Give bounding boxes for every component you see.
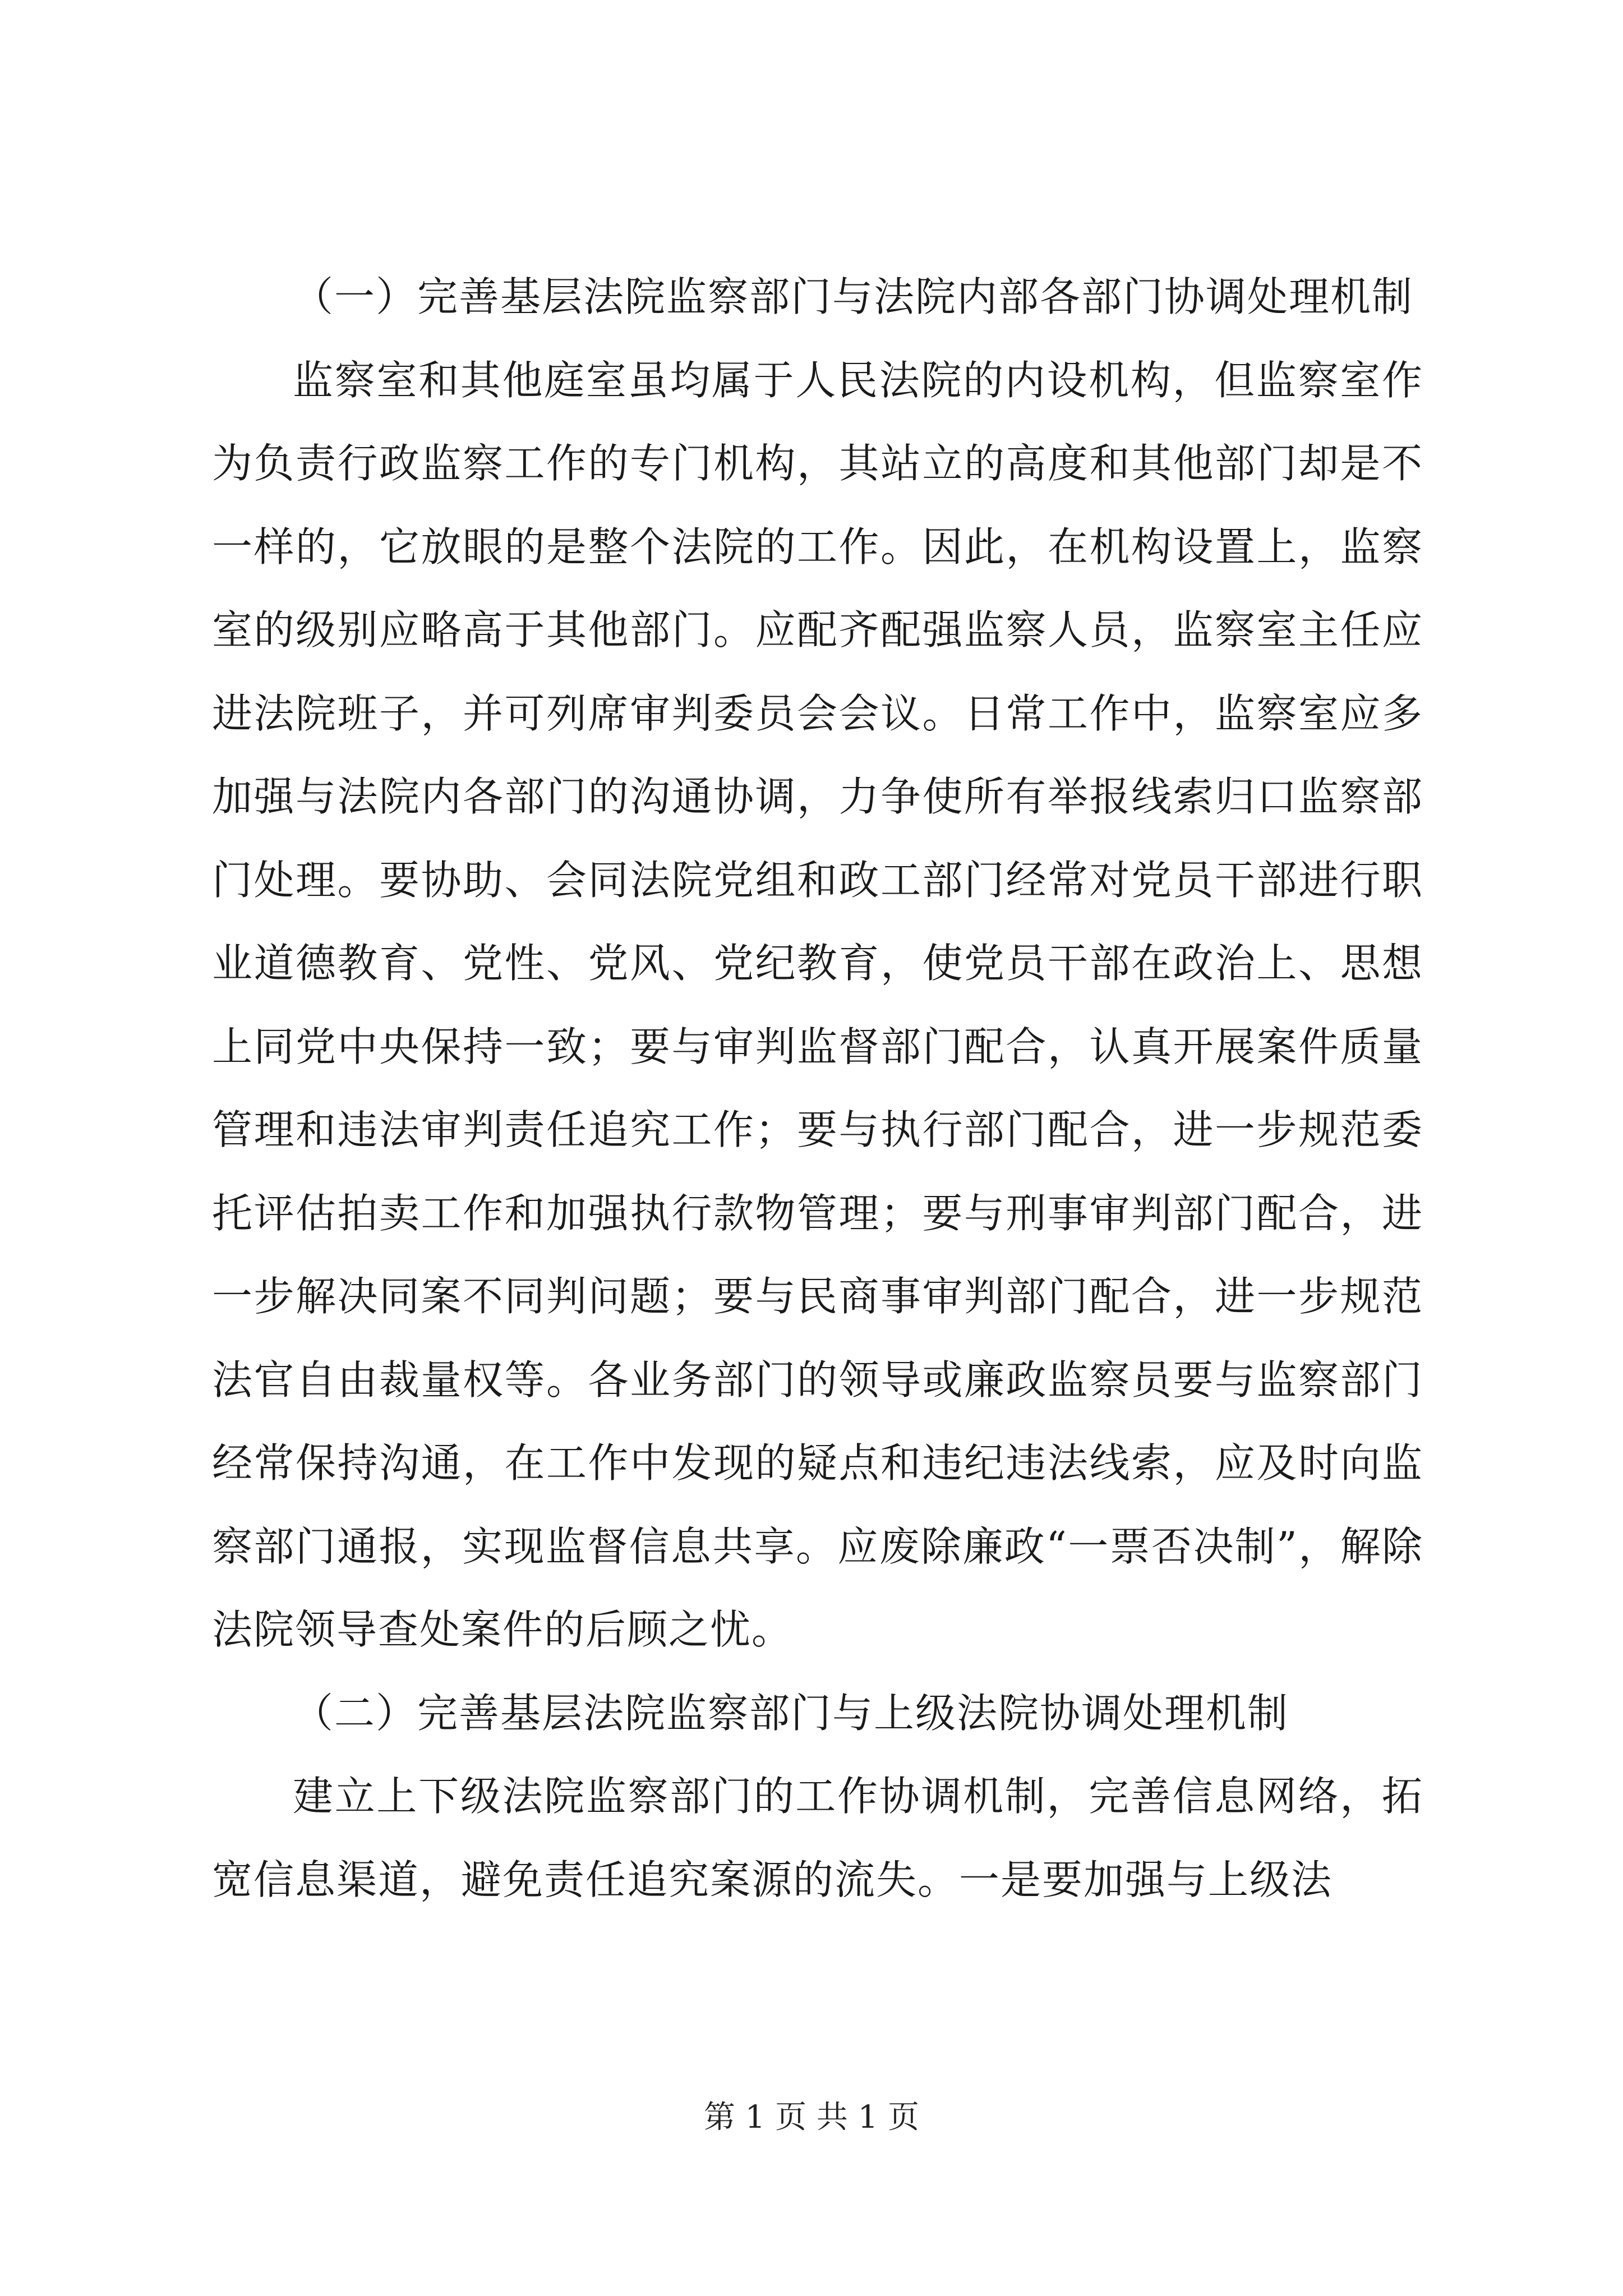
body-paragraph-2: 建立上下级法院监察部门的工作协调机制，完善信息网络，拓宽信息渠道，避免责任追究案源的流失。一是要加强与上级法: [212, 1773, 1423, 1903]
body-paragraph-1: 监察室和其他庭室虽均属于人民法院的内设机构，但监察室作为负责行政监察工作的专门机构，其站立的高度和其他部门却是不一样的，它放眼的是整个法院的工作。因此，在机构设置上，监察室的级别应略高于其他部门。应配齐配强监察人员，监察室主任应进法院班子，并可列席审判委员会会议。日常工作中，监察室应多加强与法院内各部门的沟通协调，力争使所有举报线索归口监察部门处理。要协助、会同法院党组和政工部门经常对党员干部进行职业道德教育、党性、党风、党纪教育，使党员干部在政治上、思想上同党中央保持一致；要与审判监督部门配合，认真开展案件质量管理和违法审判责任追究工作；要与执行部门配合，进一步规范委托评估拍卖工作和加强执行款物管理；要与刑事审判部门配合，进一步解决同案不同判问题；要与民商事审判部门配合，进一步规范法官自由裁量权等。各业务部门的领导或廉政监察员要与监察部门经常保持沟通，在工作中发现的疑点和违纪违法线索，应及时向监察部门通报，实现监督信息共享。应废除廉政“一票否决制”，解除法院领导查处案件的后顾之忧。: [212, 356, 1423, 1653]
document-body: [212, 255, 1423, 1921]
page-footer: 第 1 页 共 1 页: [703, 2099, 920, 2136]
section-heading-1: （一）完善基层法院监察部门与法院内部各部门协调处理机制: [293, 273, 1414, 320]
section-heading-2: （二）完善基层法院监察部门与上级法院协调处理机制: [293, 1689, 1289, 1737]
